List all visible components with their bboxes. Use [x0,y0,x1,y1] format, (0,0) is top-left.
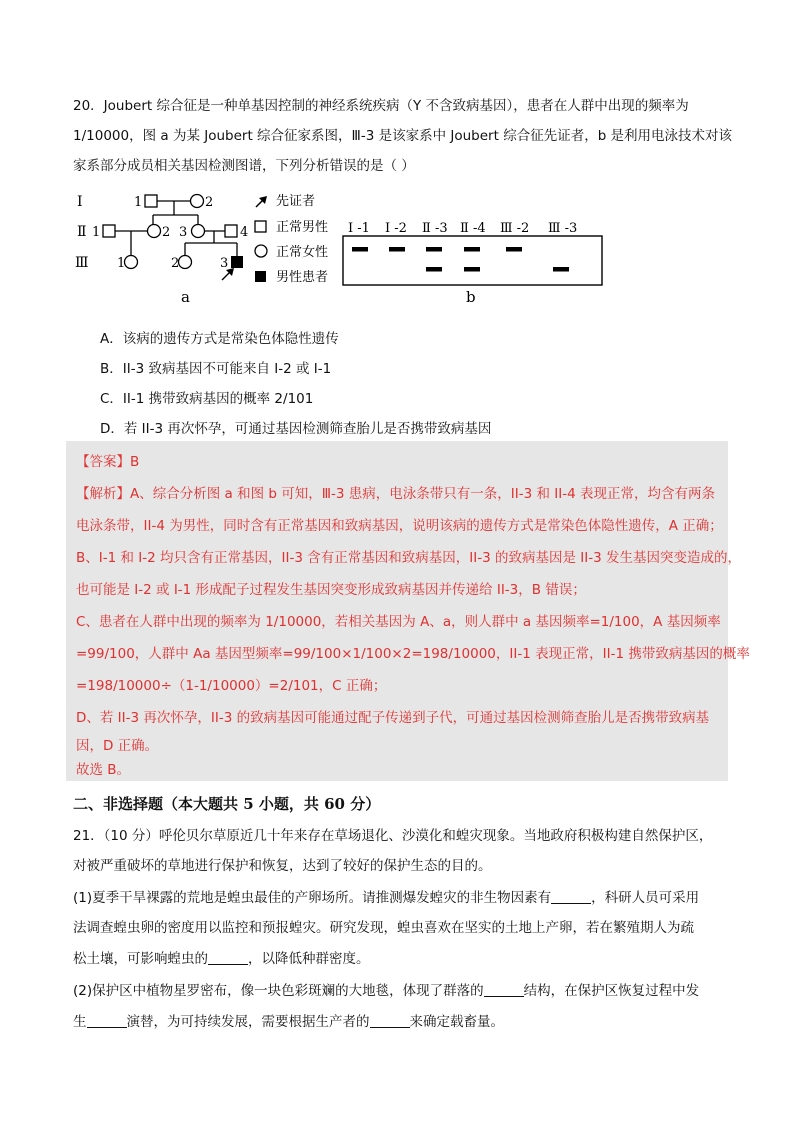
q21-intro-2: 对被严重破坏的草地进行保护和恢复，达到了较好的保护生态的目的。 [73,858,492,874]
legend-proband-label: 先证者 [276,194,316,209]
q20-line-2: 1/10000，图 a 为某 Joubert 综合征家系图，Ⅲ-3 是该家系中 Joubert 综合征先证者，b 是利用电泳技术对该 [73,128,733,144]
pedigree-III-2-female [179,256,192,269]
analysis-line: =99/100，人群中 Aa 基因型频率=99/100×1/100×2=198/10000，II-1 表现正常，II-1 携带致病基因的概率 [76,646,750,662]
q21-part1-line1 [73,888,699,908]
section-title: 二、非选择题（本大题共 5 小题，共 60 分） [73,795,381,813]
q21-p1-text-e: ，以降低种群密度。 [248,951,370,967]
q21-part1-line2: 法调查蝗虫卵的密度用以监控和预报蝗灾。研究发现，蝗虫喜欢在坚实的土地上产卵，若在繁殖期人为疏 [73,920,694,936]
q21-p2-text-d: 演替，为可持续发展，需要根据生产者的 [126,1014,370,1030]
legend-normal-female-label: 正常女性 [276,245,329,260]
num-III-2: 2 [171,256,180,271]
pedigree-III-1-female [125,256,138,269]
legend-affected-male-label: 男性患者 [276,270,329,285]
analysis-line: 电泳条带，II-4 为男性，同时含有正常基因和致病基因，说明该病的遗传方式是常染色体隐性遗传，A 正确； [76,518,723,534]
analysis-line: C、患者在人群中出现的频率为 1/10000，若相关基因为 A、a，则人群中 a 基因频率=1/100，A 基因频率 [76,614,721,630]
gel-bands [352,247,569,272]
q21-p1-text-b: ，科研人员可采用 [591,890,700,906]
q21-p2-text-a: (2)保护区中植物星罗密布，像一块色彩斑斓的大地毯，体现了群落的 [73,983,484,999]
pedigree-II-3-female [192,225,205,238]
num-I-1: 1 [134,195,143,210]
analysis-line: 也可能是 I-2 或 I-1 形成配子过程发生基因突变形成致病基因并传递给 II-3，B 错误； [76,582,586,598]
legend-normal-male-label: 正常男性 [276,220,329,235]
gel-lane-label: Ⅲ -3 [548,221,578,236]
gel-band-upper [464,247,480,252]
gel-lane-label: Ⅱ -4 [460,221,486,236]
gel-lane-label: Ⅰ -1 [348,221,370,236]
answer-blank[interactable] [87,1013,127,1028]
analysis-line: 【解析】A、综合分析图 a 和图 b 可知，Ⅲ-3 患病，电泳条带只有一条，II-3 和 II-4 表现正常，均含有两条 [76,486,716,502]
answer-label: 【答案】B [76,454,140,470]
generation-label-III: Ⅲ [75,255,89,271]
analysis-line: =198/10000÷（1-1/10000）=2/101，C 正确； [76,678,387,694]
gel-band-lower [426,267,442,272]
q21-p1-text-d: 松土壤，可影响蝗虫的 [73,951,208,967]
analysis-line: 故选 B。 [76,762,131,778]
q21-p2-text-c: 生 [73,1014,87,1030]
answer-blank[interactable] [551,889,591,904]
legend-affected-male-icon [255,271,266,282]
option-d: D．若 II-3 再次怀孕，可通过基因检测筛查胎儿是否携带致病基因 [100,421,492,437]
answer-blank[interactable] [208,950,248,965]
gel-band-upper [389,247,405,252]
gel-band-lower [553,267,569,272]
pedigree-I-2-female [191,195,204,208]
num-II-1: 1 [92,225,101,240]
option-a: A．该病的遗传方式是常染色体隐性遗传 [100,331,339,347]
gel-band-upper [426,247,442,252]
pedigree-and-gel-figure [0,185,800,315]
caption-b: b [466,288,476,306]
legend-normal-female-icon [255,245,267,257]
q20-line-3: 家系部分成员相关基因检测图谱，下列分析错误的是（ ） [73,158,415,174]
gel-lane-label: Ⅲ -2 [500,221,530,236]
legend-normal-male-icon [255,221,266,232]
pedigree-III-3-affected-male [231,256,243,268]
analysis-line: D、若 II-3 再次怀孕，II-3 的致病基因可能通过配子传递到子代，可通过基因检测筛查胎儿是否携带致病基 [76,710,710,726]
q21-part1-line3 [73,949,370,969]
q21-p2-text-e: 来确定载畜量。 [409,1014,504,1030]
caption-a: a [181,288,190,306]
num-III-1: 1 [117,256,126,271]
pedigree-II-4-male [225,225,237,237]
num-I-2: 2 [205,195,214,210]
q21-part2-line2 [73,1012,504,1032]
q21-intro-1: 21．（10 分）呼伦贝尔草原近几十年来存在草场退化、沙漠化和蝗灾现象。当地政府积极构建自然保护区， [73,828,713,844]
legend-proband-arrow-icon [256,196,267,207]
q20-line-1: 20．Joubert 综合征是一种单基因控制的神经系统疾病（Y 不含致病基因），患者在人群中出现的频率为 [73,98,689,114]
generation-label-I: Ⅰ [77,194,83,210]
gel-band-lower [464,267,480,272]
q21-p2-text-b: 结构，在保护区恢复过程中发 [523,983,700,999]
option-c: C．II-1 携带致病基因的概率 2/101 [100,391,314,407]
analysis-line: B、I-1 和 I-2 均只含有正常基因，II-3 含有正常基因和致病基因，II-3 的致病基因是 II-3 发生基因突变造成的， [76,550,741,566]
generation-label-II: Ⅱ [77,224,87,240]
option-b: B．II-3 致病基因不可能来自 I-2 或 I-1 [100,361,332,377]
pedigree-I-1-male [145,195,157,207]
num-II-2: 2 [162,225,171,240]
pedigree-II-2-female [148,225,161,238]
num-II-4: 4 [240,225,249,240]
gel-lane-label: Ⅱ -3 [422,221,448,236]
answer-blank[interactable] [484,982,524,997]
pedigree-II-1-male [103,225,115,237]
q21-p1-text-a: (1)夏季干旱裸露的荒地是蝗虫最佳的产卵场所。请推测爆发蝗灾的非生物因素有 [73,890,552,906]
gel-frame [343,236,602,285]
answer-blank[interactable] [370,1013,410,1028]
gel-band-upper [352,247,368,252]
gel-lane-label: Ⅰ -2 [385,221,407,236]
q21-part2-line1 [73,981,699,1001]
num-III-3: 3 [220,256,229,271]
num-II-3: 3 [179,225,188,240]
analysis-line: 因，D 正确。 [76,738,159,754]
gel-band-upper [506,247,522,252]
